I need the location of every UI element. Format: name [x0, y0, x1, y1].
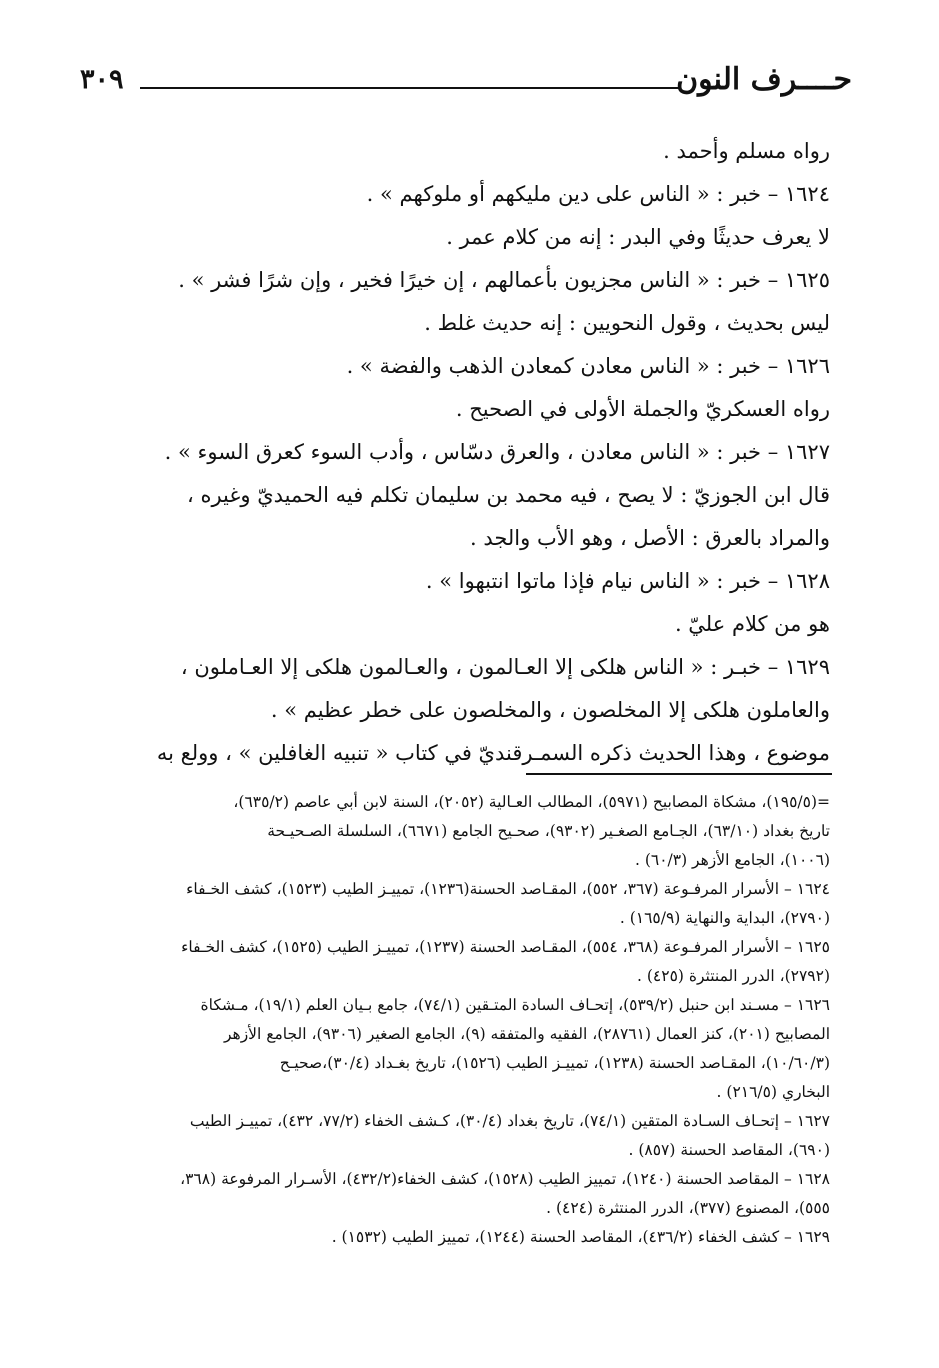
- chapter-title: حــــرف النون: [676, 62, 852, 97]
- text-line: ليس بحديث ، وقول النحويين : إنه حديث غلط .: [424, 311, 830, 335]
- header-rule: [140, 87, 680, 89]
- footnote-1625: ١٦٢٥ – الأسرار المرفـوعة (٣٦٨، ٥٥٤)، المقـاصد الحسنة (١٢٣٧)، تمييـز الطيب (١٥٢٥)، كشف الخـفاء: [181, 938, 830, 956]
- footnotes: [96, 788, 830, 1252]
- text-line: لا يعرف حديثًا وفي البدر : إنه من كلام عمر .: [446, 225, 830, 249]
- footnote-line: (٢٧٩٠)، البداية والنهاية (١٦٥/٩) .: [619, 909, 830, 927]
- footnote-line: تاريخ بغداد (٦٣/١٠)، الجـامع الصغـير (٩٣٠٢)، صحـيح الجامع (٦٦٧١)، السلسلة الصـحيـحة: [267, 822, 830, 840]
- footnote-line: (١٠/٦٠/٣)، المقـاصد الحسنة (١٢٣٨)، تمييـز الطيب (١٥٢٦)، تاريخ بغـداد (٣٠/٤)،صحيـح: [279, 1054, 830, 1072]
- running-header: [80, 60, 852, 100]
- text-line: رواه العسكريّ والجملة الأولى في الصحيح .: [455, 397, 830, 421]
- entry-1628: ١٦٢٨ – خبر : « الناس نيام فإذا ماتوا انتبهوا » .: [425, 569, 830, 593]
- footnote-line: =(١٩٥/٥)، مشكاة المصابيح (٥٩٧١)، المطالب العـالية (٢٠٥٢)، السنة لابن أبي عاصم (٦٣٥/٢)،: [233, 793, 830, 811]
- entry-1625: ١٦٢٥ – خبر : « الناس مجزيون بأعمالهم ، إن خيرًا فخير ، وإن شرًا فشر » .: [178, 268, 830, 292]
- footnote-separator: [526, 773, 832, 775]
- text-line: رواه مسلم وأحمد .: [663, 139, 830, 163]
- text-line: قال ابن الجوزيّ : لا يصح ، فيه محمد بن سليمان تكلم فيه الحميديّ وغيره ،: [187, 483, 830, 507]
- footnote-1628: ١٦٢٨ – المقاصد الحسنة (١٢٤٠)، تمييز الطيب (١٥٢٨)، كشف الخفاء(٤٣٢/٢)، الأسـرار المرفوعة (٣٦٨،: [180, 1170, 830, 1188]
- footnote-line: البخاري (٢١٦/٥) .: [716, 1083, 830, 1101]
- footnote-1627: ١٦٢٧ – إتحـاف السـادة المتقين (٧٤/١)، تاريخ بغداد (٣٠/٤)، كـشف الخفاء (٧٧/٢، ٤٣٢)، تمييـز الطيب: [189, 1112, 830, 1130]
- page-number: ٣٠٩: [80, 64, 124, 95]
- footnote-line: ٥٥٥)، المصنوع (٣٧٧)، الدرر المنتثرة (٤٢٤) .: [546, 1199, 830, 1217]
- entry-1624: ١٦٢٤ – خبر : « الناس على دين مليكهم أو ملوكهم » .: [366, 182, 830, 206]
- footnote-line: (٢٧٩٢)، الدرر المنتثرة (٤٢٥) .: [637, 967, 830, 985]
- entry-1629: ١٦٢٩ – خبـر : « الناس هلكى إلا العـالمون ، والعـالمون هلكى إلا العـاملون ،: [180, 655, 830, 679]
- text-line: والعاملون هلكى إلا المخلصون ، والمخلصون على خطر عظيم » .: [270, 698, 830, 722]
- footnote-line: (٦٩٠)، المقاصد الحسنة (٨٥٧) .: [628, 1141, 830, 1159]
- text-line: والمراد بالعرق : الأصل ، وهو الأب والجد .: [469, 526, 830, 550]
- entry-1626: ١٦٢٦ – خبر : « الناس معادن كمعادن الذهب والفضة » .: [346, 354, 830, 378]
- footnote-1626: ١٦٢٦ – مسـند ابن حنبل (٥٣٩/٢)، إتحـاف السادة المتـقين (٧٤/١)، جامع بـيان العلم (١٩/١)، مـشكاة: [200, 996, 830, 1014]
- entry-1627: ١٦٢٧ – خبر : « الناس معادن ، والعرق دسّاس ، وأدب السوء كعرق السوء » .: [164, 440, 830, 464]
- footnote-1629: ١٦٢٩ – كشف الخفاء (٤٣٦/٢)، المقاصد الحسنة (١٢٤٤)، تمييز الطيب (١٥٣٢) .: [331, 1228, 830, 1246]
- footnote-1624: ١٦٢٤ – الأسرار المرفـوعة (٣٦٧، ٥٥٢)، المقـاصد الحسنة(١٢٣٦)، تمييـز الطيب (١٥٢٣)، كشف الخـفاء: [186, 880, 830, 898]
- main-text: [100, 130, 830, 775]
- text-line: هو من كلام عليّ .: [674, 612, 830, 636]
- footnote-line: (١٠٠٦)، الجامع الأزهر (٦٠/٣) .: [634, 851, 830, 869]
- footnote-line: المصابيح (٢٠١)، كنز العمال (٢٨٧٦١)، الفقيه والمتفقه (٩)، الجامع الصغير (٩٣٠٦)، الجامع الأزهر: [223, 1025, 830, 1043]
- text-line: موضوع ، وهذا الحديث ذكره السمـرقنديّ في كتاب « تنبيه الغافلين » ، وولع به: [156, 741, 830, 765]
